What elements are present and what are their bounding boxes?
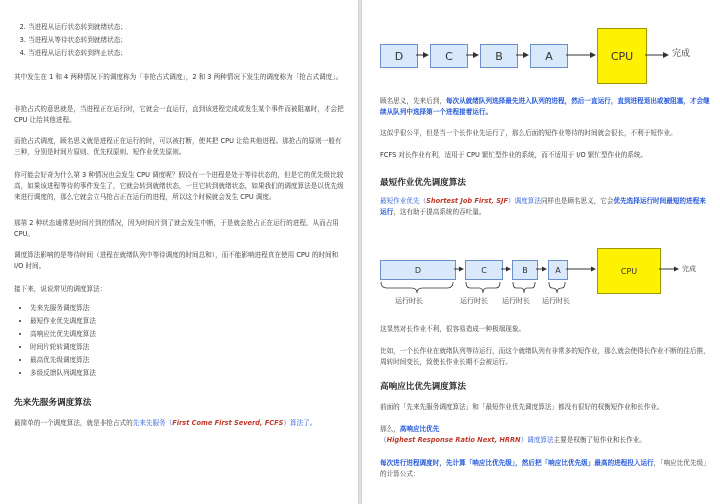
paragraph <box>380 424 710 446</box>
process-box: B <box>512 260 538 280</box>
section-heading: 先来先服务调度算法 <box>14 398 92 408</box>
section-heading: 高响应比优先调度算法 <box>380 382 466 392</box>
list-item: • 多级反馈队列调度算法 <box>30 367 338 380</box>
paragraph: 非抢占式的意思就是，当进程正在运行时，它就会一直运行，直到该进程完成或发生某个事件而被阻塞时，才会把 CPU 让给其他进程。 <box>14 105 344 124</box>
arrows-and-braces <box>362 240 720 320</box>
cpu-box: CPU <box>597 28 647 84</box>
cpu-box: CPU <box>597 248 661 294</box>
paragraph: 比如，一个长作业在就绪队列等待运行，而这个就绪队列有非常多的短作业，那么就会使得长作业不断的往后推，周转时间变长，致使长作业长期不会被运行。 <box>380 347 710 366</box>
duration-label: 运行时长 <box>460 297 488 305</box>
highlight-text: 优先选择运行时间最短的进程来运行 <box>380 197 706 216</box>
highlight-text: 每次从就绪队列选择最先进入队列的进程，然后一直运行，直到进程退出或被阻塞，才会继续从队列中选择第一个进程接着运行。 <box>380 97 710 116</box>
list-item: 2. 当进程从运行状态转到就绪状态； <box>28 22 344 33</box>
process-box: B <box>480 44 518 68</box>
text: 顾名思义，先来后到， <box>380 97 446 105</box>
text: 最简单的一个调度算法，就是非抢占式的 <box>14 419 133 427</box>
paragraph: 其中发生在 1 和 4 两种情况下的调度称为「非抢占式调度」，2 和 3 两种情况下发生的调度称为「抢占式调度」。 <box>14 73 343 81</box>
text: ，「响应比优先级」的计算公式： <box>380 459 710 478</box>
paragraph <box>380 458 710 480</box>
list-item: 3. 当进程从等待状态转到就绪状态； <box>28 35 344 46</box>
text: ，这有助于提高系统的吞吐量。 <box>393 208 486 216</box>
paragraph: 接下来，说说常见的调度算法： <box>14 285 107 293</box>
algorithm-list <box>18 302 338 380</box>
process-box: A <box>548 260 568 280</box>
process-box: D <box>380 44 418 68</box>
highlight-text: 最短作业优先（ <box>380 197 427 205</box>
left-page <box>0 0 358 504</box>
paragraph: 这似乎很公平，但是当一个长作业先运行了，那么后面的短作业等待的时间就会很长，不利于短作业。 <box>380 129 677 137</box>
paragraph <box>380 196 710 218</box>
paragraph: 那第 2 种状态通常是时间片到的情况，因为时间片到了就会发生中断，于是就会抢占正在运行的进程，从而占用 CPU。 <box>14 219 339 238</box>
process-box: C <box>430 44 468 68</box>
paragraph <box>380 96 710 118</box>
list-item: • 先来先服务调度算法 <box>30 302 338 315</box>
list-item: • 时间片轮转调度算法 <box>30 341 338 354</box>
highlight-text: 先来先服务（ <box>132 419 173 427</box>
text: 主要是权衡了短作业和长作业。 <box>553 436 646 444</box>
highlight-text: 每次进行进程调度时，先计算「响应比优先级」，然后把「响应比优先级」最高的进程投入运行 <box>380 459 654 467</box>
state-transition-list <box>14 22 344 59</box>
highlight-text: ）算法了。 <box>283 419 317 427</box>
list-item: • 最短作业优先调度算法 <box>30 315 338 328</box>
highlight-text: ）调度算法 <box>507 197 541 205</box>
done-label: 完成 <box>672 49 691 59</box>
emphasis-text: Highest Response Ratio Next, HRRN <box>386 436 521 444</box>
paragraph: FCFS 对长作业有利，适用于 CPU 繁忙型作业的系统，而不适用于 I/O 繁忙型作业的系统。 <box>380 151 648 159</box>
done-label: 完成 <box>682 265 696 273</box>
highlight-text: 高响应比优先 <box>399 425 440 433</box>
right-page <box>362 0 720 504</box>
duration-label: 运行时长 <box>502 297 530 305</box>
text: 那么， <box>380 425 400 433</box>
list-item: • 最高优先级调度算法 <box>30 354 338 367</box>
process-box: A <box>530 44 568 68</box>
paragraph: 你可能会好奇为什么第 3 种情况也会发生 CPU 调度呢？假设有一个进程是处于等待状态的，但是它的优先级比较高，如果该进程等待的事件发生了，它就会转到就绪状态，一旦它转到就绪状态，如果我们的调度算法是以优先级来进行调度的，那么它就会立马抢占正在运行的进程，所以这个时候就会发生 CPU 调度。 <box>14 171 344 201</box>
duration-label: 运行时长 <box>542 297 570 305</box>
paragraph: 前面的「先来先服务调度算法」和「最短作业优先调度算法」都没有很好的权衡短作业和长作业。 <box>380 403 664 411</box>
duration-label: 运行时长 <box>395 297 423 305</box>
paragraph <box>14 418 348 429</box>
emphasis-text: Shortest Job First, SJF <box>426 197 508 205</box>
emphasis-text: First Come First Severd, FCFS <box>172 419 284 427</box>
highlight-text: ）调度算法 <box>520 436 554 444</box>
process-box: C <box>465 260 503 280</box>
section-heading: 最短作业优先调度算法 <box>380 178 466 188</box>
paragraph: 这显然对长作业不利，很容易造成一种极端现象。 <box>380 325 526 333</box>
paragraph: 而抢占式调度，顾名思义就是进程正在运行的时，可以被打断，使其把 CPU 让给其他进程。那抢占的原则一般有三种，分别是时间片原则、优先权原则、短作业优先原则。 <box>14 137 342 156</box>
highlight-text: （ <box>380 436 387 444</box>
list-item: 4. 当进程从运行状态转到终止状态； <box>28 48 344 59</box>
list-item: • 高响应比优先调度算法 <box>30 328 338 341</box>
process-box: D <box>380 260 456 280</box>
text: 同样也是顾名思义，它会 <box>540 197 614 205</box>
arrows <box>362 0 720 100</box>
paragraph: 调度算法影响的是等待时间（进程在就绪队列中等待调度的时间总和），而不能影响进程真在使用 CPU 的时间和 I/O 时间。 <box>14 251 339 270</box>
